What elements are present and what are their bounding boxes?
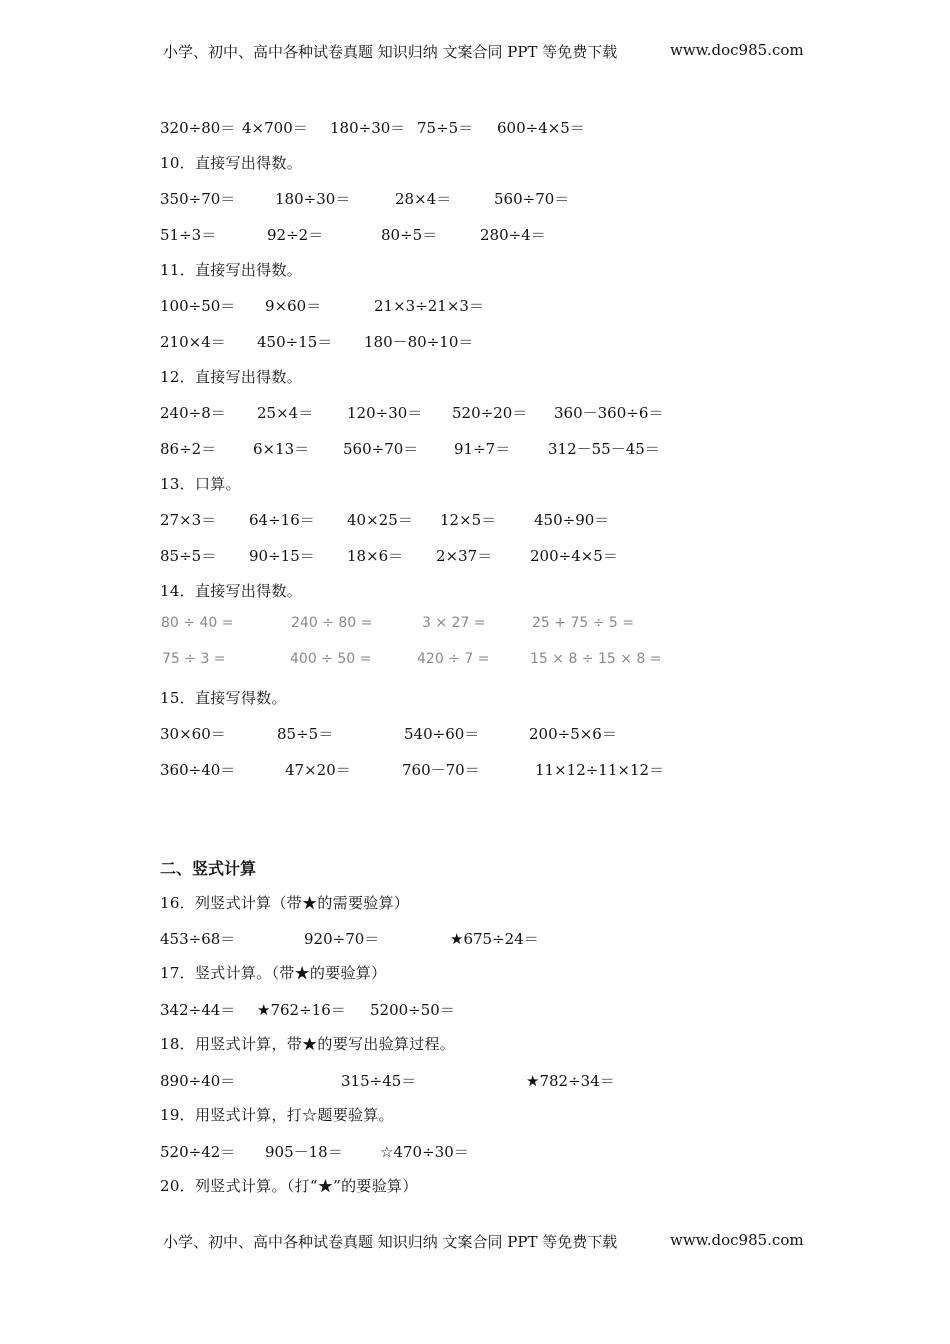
expr: 75 ÷ 3 = (162, 651, 226, 667)
q15-title: 15．直接写得数。 (160, 689, 287, 707)
expr: 12×5＝ (440, 511, 497, 529)
expr: 342÷44＝ (160, 1001, 236, 1019)
expr: 47×20＝ (285, 761, 351, 779)
expr: 200÷5×6＝ (529, 725, 617, 743)
expr: ★675÷24＝ (450, 930, 539, 948)
expr: 15 × 8 ÷ 15 × 8 = (530, 651, 662, 667)
expr: 450÷15＝ (257, 333, 333, 351)
expr: 453÷68＝ (160, 930, 236, 948)
expr: 25 + 75 ÷ 5 = (532, 615, 634, 631)
expr: 240 ÷ 80 = (291, 615, 373, 631)
expr: 905－18＝ (265, 1143, 343, 1161)
expr: 91÷7＝ (454, 440, 511, 458)
footer-text: 小学、初中、高中各种试卷真题 知识归纳 文案合同 PPT 等免费下载 (163, 1233, 618, 1251)
expr: 6×13＝ (253, 440, 310, 458)
expr: ★782÷34＝ (526, 1072, 615, 1090)
q19-title: 19．用竖式计算，打☆题要验算。 (160, 1106, 394, 1124)
expr: 25×4＝ (257, 404, 314, 422)
expr: 120÷30＝ (347, 404, 423, 422)
expr: 920÷70＝ (304, 930, 380, 948)
footer-site: www.doc985.com (670, 1231, 804, 1249)
header-text: 小学、初中、高中各种试卷真题 知识归纳 文案合同 PPT 等免费下载 (163, 43, 618, 61)
q11-title: 11．直接写出得数。 (160, 261, 303, 279)
section-title: 二、竖式计算 (160, 859, 257, 878)
expr: 540÷60＝ (404, 725, 480, 743)
expr: 315÷45＝ (341, 1072, 417, 1090)
expr: 2×37＝ (436, 547, 493, 565)
expr: 11×12÷11×12＝ (535, 761, 665, 779)
header-site: www.doc985.com (670, 41, 804, 59)
q12-title: 12．直接写出得数。 (160, 368, 303, 386)
expr: 312－55－45＝ (548, 440, 660, 458)
expr: 40×25＝ (347, 511, 413, 529)
expr: 360÷40＝ (160, 761, 236, 779)
expr: 450÷90＝ (534, 511, 610, 529)
expr: 85÷5＝ (277, 725, 334, 743)
expr: 560÷70＝ (494, 190, 570, 208)
expr: 27×3＝ (160, 511, 217, 529)
expr: 4×700＝ (242, 119, 308, 137)
expr: 760－70＝ (402, 761, 480, 779)
expr: 80 ÷ 40 = (161, 615, 234, 631)
expr: 86÷2＝ (160, 440, 217, 458)
expr: 240÷8＝ (160, 404, 226, 422)
q20-title: 20．列竖式计算。（打“★”的要验算） (160, 1177, 418, 1195)
expr: 180－80÷10＝ (364, 333, 474, 351)
expr: 320÷80＝ (160, 119, 236, 137)
expr: 100÷50＝ (160, 297, 236, 315)
expr: 3 × 27 = (422, 615, 486, 631)
expr: 400 ÷ 50 = (290, 651, 372, 667)
expr: 890÷40＝ (160, 1072, 236, 1090)
q16-title: 16．列竖式计算（带★的需要验算） (160, 894, 410, 912)
q13-title: 13．口算。 (160, 475, 241, 493)
expr: 51÷3＝ (160, 226, 217, 244)
expr: 180÷30＝ (330, 119, 406, 137)
expr: 28×4＝ (395, 190, 452, 208)
expr: 18×6＝ (347, 547, 404, 565)
expr: 520÷20＝ (452, 404, 528, 422)
expr: ★762÷16＝ (257, 1001, 346, 1019)
expr: 85÷5＝ (160, 547, 217, 565)
expr: 350÷70＝ (160, 190, 236, 208)
expr: 9×60＝ (265, 297, 322, 315)
expr: 280÷4＝ (480, 226, 546, 244)
expr: 90÷15＝ (249, 547, 315, 565)
page-header (163, 41, 803, 62)
expr: 92÷2＝ (267, 226, 324, 244)
expr: 30×60＝ (160, 725, 226, 743)
q18-title: 18．用竖式计算，带★的要写出验算过程。 (160, 1035, 456, 1053)
expr: 520÷42＝ (160, 1143, 236, 1161)
expr: 360－360÷6＝ (554, 404, 664, 422)
expr: ☆470÷30＝ (380, 1143, 469, 1161)
expr: 80÷5＝ (381, 226, 438, 244)
expr: 64÷16＝ (249, 511, 315, 529)
expr: 420 ÷ 7 = (417, 651, 490, 667)
expr: 600÷4×5＝ (497, 119, 585, 137)
expr: 560÷70＝ (343, 440, 419, 458)
expr: 180÷30＝ (275, 190, 351, 208)
expr: 200÷4×5＝ (530, 547, 618, 565)
page-footer (163, 1231, 803, 1252)
q14-title: 14．直接写出得数。 (160, 582, 303, 600)
q17-title: 17．竖式计算。（带★的要验算） (160, 964, 387, 982)
expr: 5200÷50＝ (370, 1001, 455, 1019)
expr: 210×4＝ (160, 333, 226, 351)
expr: 75÷5＝ (417, 119, 474, 137)
expr: 21×3÷21×3＝ (374, 297, 484, 315)
q10-title: 10．直接写出得数。 (160, 154, 303, 172)
